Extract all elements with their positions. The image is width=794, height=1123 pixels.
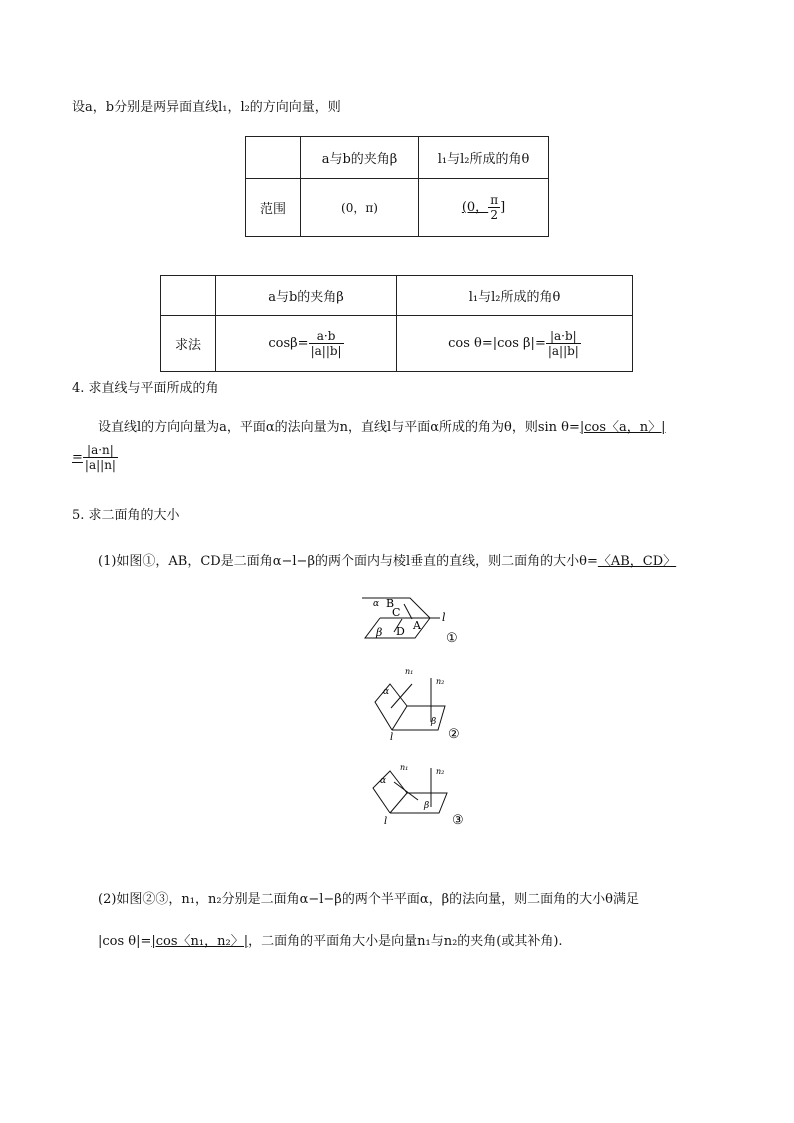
angle-range-table [245, 136, 549, 237]
row-label-range: 范围 [246, 179, 301, 237]
section4-cos-formula: |cos〈a，n〉| [579, 420, 666, 435]
section4-heading: 4. 求直线与平面所成的角 [72, 381, 219, 396]
label-alpha: α [380, 776, 387, 786]
range-line-open: (0， [461, 200, 489, 215]
label-l: l [390, 732, 394, 742]
section4-text: 设直线l的方向向量为a，平面α的法向量为n，直线l与平面α所成的角为θ，则sin θ=|cos〈a，n〉| [98, 420, 666, 435]
section5-p2-line2: |cos θ|=|cos〈n₁，n₂〉|，二面角的平面角大小是向量n₁与n₂的夹角(或其补角). [98, 934, 563, 949]
label-beta: β [431, 717, 437, 727]
section5-p1-answer: 〈AB，CD〉 [597, 554, 677, 569]
pi-over-two-fraction: $\frac{\pi}{2}$ [490, 193, 499, 222]
label-B: B [386, 597, 395, 610]
header-vector-angle: a与b的夹角β [301, 137, 419, 179]
label-l: l [442, 611, 446, 624]
label-beta: β [376, 626, 383, 639]
section4-fraction-line: = $\frac{|a\cdot n|}{|a||n|}$ [72, 443, 116, 472]
range-line-close: ] [500, 200, 506, 215]
method-vector-angle: cosβ= $\frac{a\cdot b}{|a||b|}$ [216, 316, 397, 372]
row-label-method: 求法 [161, 316, 216, 372]
angle-method-table [160, 275, 633, 372]
intro-text: 设a，b分别是两异面直线l₁，l₂的方向向量，则 [72, 100, 341, 115]
dihedral-figure-1 [360, 590, 470, 650]
header-line-angle: l₁与l₂所成的角θ [419, 137, 549, 179]
label-n1: n₁ [405, 667, 414, 676]
header-line-angle: l₁与l₂所成的角θ [397, 276, 633, 316]
section5-p1: (1)如图①，AB，CD是二面角α−l−β的两个面内与棱l垂直的直线，则二面角的大小θ=〈AB，CD〉 [98, 554, 677, 569]
range-line-angle [419, 179, 549, 237]
dihedral-figure-2 [360, 662, 470, 742]
section5-p2-line1: (2)如图②③，n₁，n₂分别是二面角α−l−β的两个半平面α，β的法向量，则二面角的大小θ满足 [98, 892, 639, 907]
label-n2: n₂ [436, 767, 445, 776]
label-n2: n₂ [436, 677, 445, 686]
label-A: A [413, 619, 421, 632]
cos-beta-fraction: $\frac{a\cdot b}{|a||b|}$ [310, 329, 342, 358]
range-vector-angle: (0，π) [301, 179, 419, 237]
section5-heading: 5. 求二面角的大小 [72, 508, 180, 523]
normal-n1-line [391, 684, 412, 708]
vector-ab-line [404, 604, 412, 619]
label-D: D [396, 625, 405, 638]
label-alpha: α [383, 687, 390, 697]
edge-l-line [392, 706, 407, 730]
edge-l-line [390, 793, 407, 813]
sin-theta-fraction: $\frac{|a\cdot n|}{|a||n|}$ [84, 443, 116, 472]
label-n1: n₁ [400, 763, 409, 772]
label-C: C [392, 606, 401, 619]
label-alpha: α [373, 599, 380, 609]
label-beta: β [424, 801, 430, 811]
empty-header-cell [246, 137, 301, 179]
dihedral-figure-3 [360, 758, 470, 830]
cos-theta-fraction: $\frac{|a\cdot b|}{|a||b|}$ [547, 329, 579, 358]
header-vector-angle: a与b的夹角β [216, 276, 397, 316]
label-l: l [384, 816, 388, 827]
empty-header-cell [161, 276, 216, 316]
plane-alpha-outline [375, 684, 407, 730]
figure-number-3: ③ [452, 813, 464, 828]
section5-p2-answer: |cos〈n₁，n₂〉| [151, 934, 249, 949]
method-line-angle: cos θ=|cos β|= $\frac{|a\cdot b|}{|a||b|}$ [397, 316, 633, 372]
figure-number-1: ① [446, 631, 458, 646]
plane-alpha-outline [373, 771, 407, 813]
figure-number-2: ② [448, 727, 460, 742]
normal-n1-line [394, 782, 418, 800]
